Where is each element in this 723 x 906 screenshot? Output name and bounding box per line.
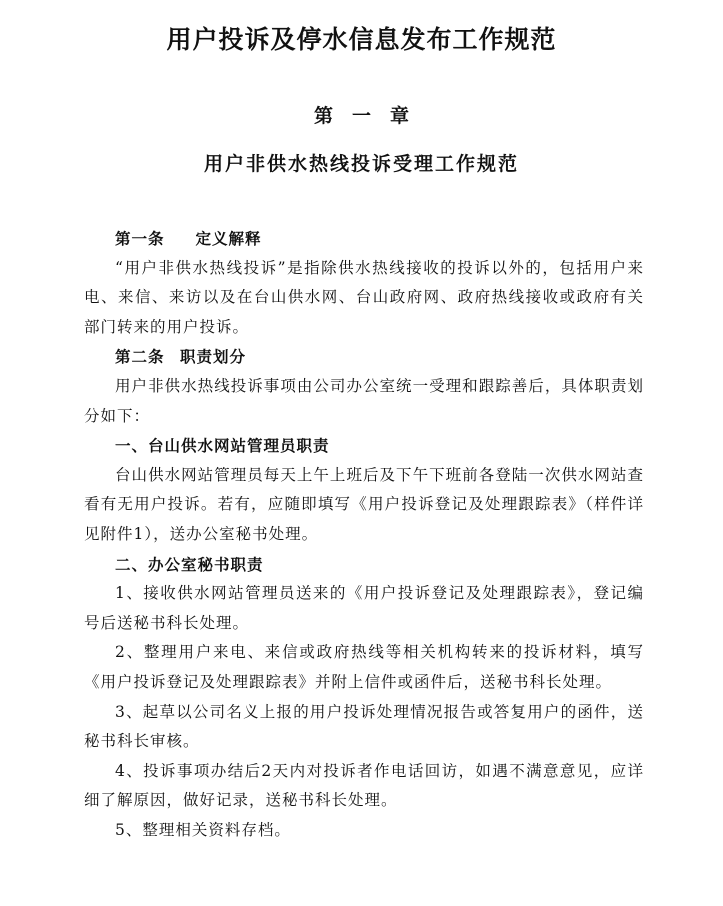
section-1-heading: 一、台山供水网站管理员职责 [115, 436, 330, 456]
article-1-number: 第一条 [115, 229, 165, 248]
article-1-text: “用户非供水热线投诉”是指除供水热线接收的投诉以外的，包括用户来电、来信、来访以及在台山供水网、台山政府网、政府热线接收或政府有关部门转来的用户投诉。 [84, 258, 644, 336]
section-2-heading: 二、办公室秘书职责 [115, 554, 264, 574]
section-2-item-5: 5、整理相关资料存档。 [115, 820, 291, 839]
section-2-item-1: 1、接收供水网站管理员送来的《用户投诉登记及处理跟踪表》，登记编号后送秘书科长处理。 [84, 584, 644, 632]
document-title: 用户投诉及停水信息发布工作规范 [166, 25, 557, 54]
article-2-title: 职责划分 [180, 347, 247, 367]
article-2-heading [84, 342, 644, 372]
section-1-text: 台山供水网站管理员每天上午上班后及下午下班前各登陆一次供水网站查看有无用户投诉。若有，应随即填写《用户投诉登记及处理跟踪表》（样件详见附件1），送办公室秘书处理。 [84, 465, 644, 543]
article-1-heading [84, 224, 644, 254]
section-2-item-4: 4、投诉事项办结后2天内对投诉者作电话回访，如遇不满意意见，应详细了解原因，做好记录，送秘书科长处理。 [84, 761, 644, 810]
chapter-title: 用户非供水热线投诉受理工作规范 [203, 153, 519, 175]
document-body [84, 224, 644, 845]
section-2-item-2: 2、整理用户来电、来信或政府热线等相关机构转来的投诉材料，填写《用户投诉登记及处理跟踪表》并附上信件或函件后，送秘书科长处理。 [84, 643, 644, 691]
section-2-item-3: 3、起草以公司名义上报的用户投诉处理情况报告或答复用户的函件，送秘书科长审核。 [84, 702, 644, 751]
chapter-number: 第 一 章 [313, 105, 409, 127]
article-2-number: 第二条 [115, 347, 165, 367]
article-1-title: 定义解释 [195, 229, 262, 248]
article-2-text: 用户非供水热线投诉事项由公司办公室统一受理和跟踪善后，具体职责划分如下： [84, 376, 644, 425]
